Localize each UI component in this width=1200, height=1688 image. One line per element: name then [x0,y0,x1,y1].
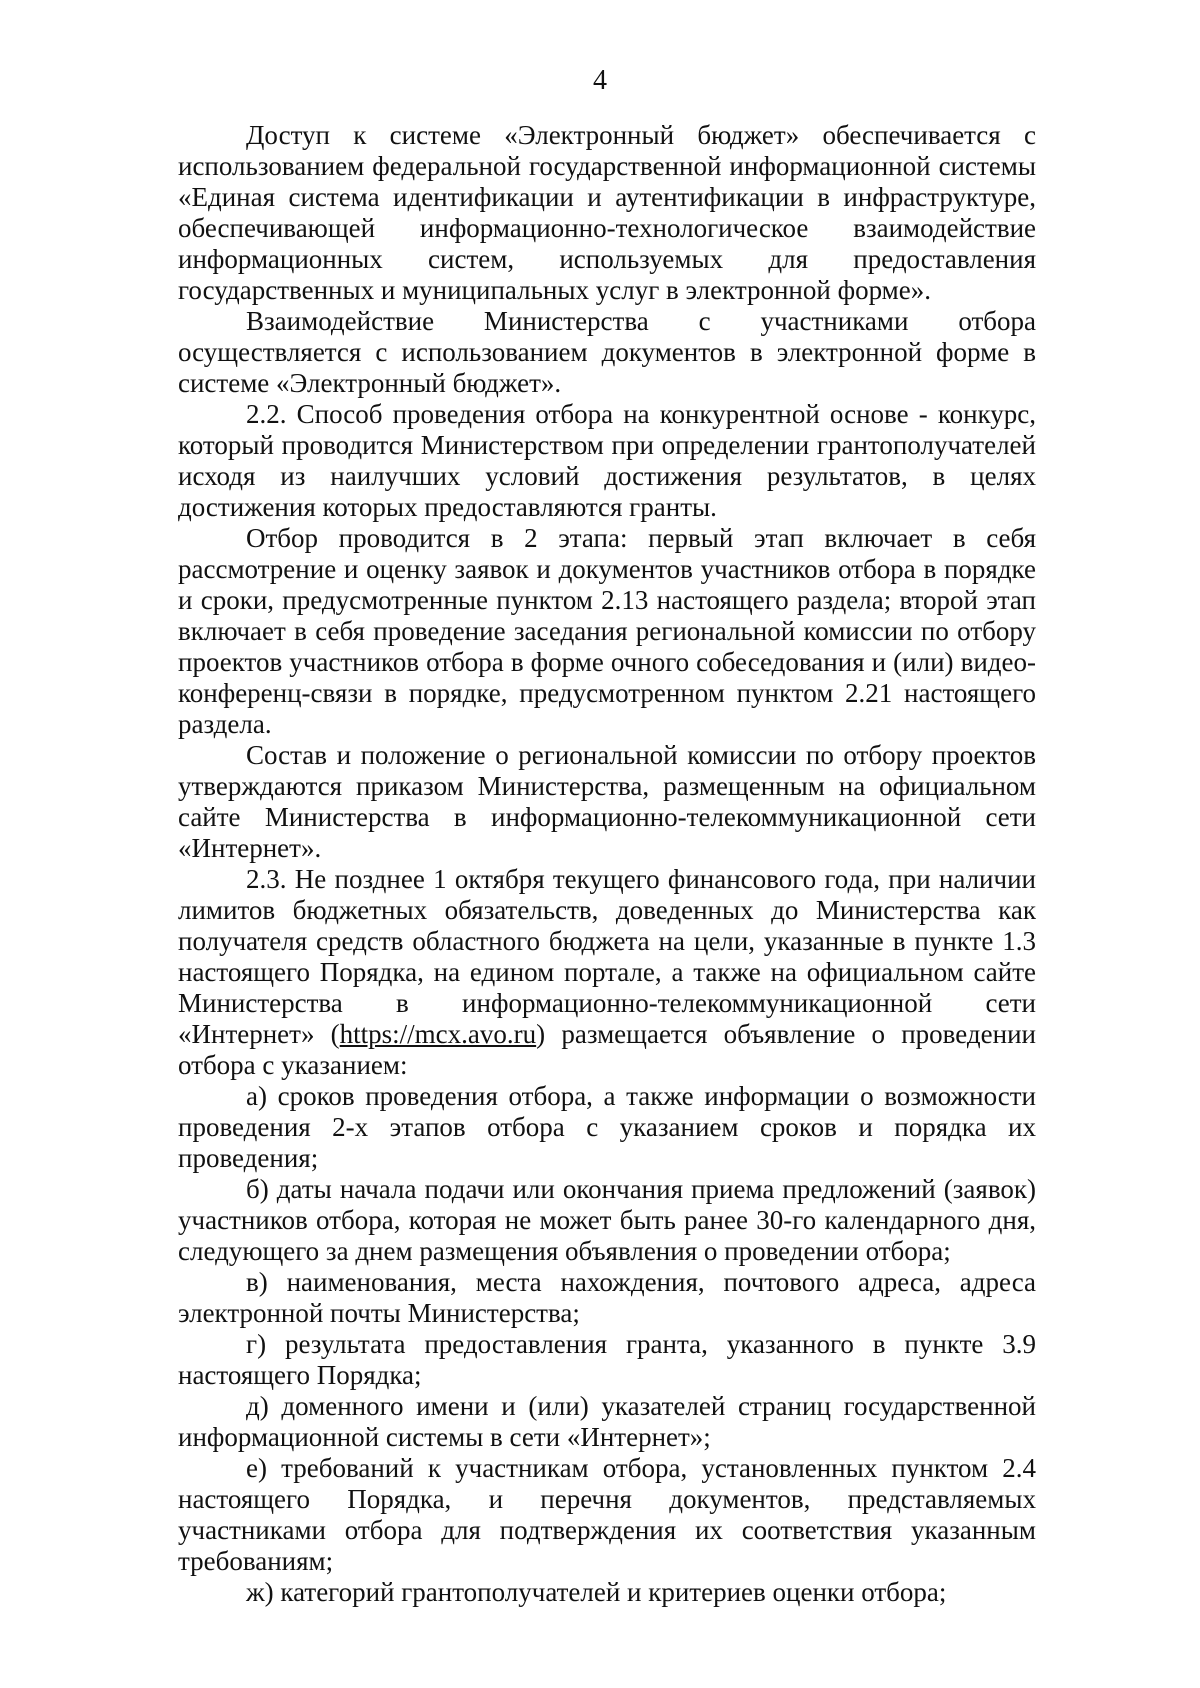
paragraph-2-2-method: 2.2. Способ проведения отбора на конкурентной основе - конкурс, который проводится Министерством при определении грантополучателей исходя из наилучших условий достижения результатов, в целях достижения которых предоставляются гранты. [178,399,1036,522]
paragraph-interaction: Взаимодействие Министерства с участниками отбора осуществляется с использованием документов в электронной форме в системе «Электронный бюджет». [178,306,1036,398]
list-item-g: г) результата предоставления гранта, указанного в пункте 3.9 настоящего Порядка; [178,1329,1036,1390]
list-item-zh: ж) категорий грантополучателей и критериев оценки отбора; [246,1577,947,1607]
list-item-b: б) даты начала подачи или окончания приема предложений (заявок) участников отбора, которая не может быть ранее 30-го календарного дня, следующего за днем размещения объявления о проведении отбора; [178,1174,1036,1266]
page-number: 4 [593,65,607,96]
paragraph-two-stages: Отбор проводится в 2 этапа: первый этап включает в себя рассмотрение и оценку заявок и документов участников отбора в порядке и сроки, предусмотренные пунктом 2.13 настоящего раздела; второй этап включает в себя проведение заседания региональной комиссии по отбору проектов участников отбора в форме очного собеседования и (или) видео-конференц-связи в порядке, предусмотренном пунктом 2.21 настоящего раздела. [178,523,1036,739]
paragraph-2-3-announcement [178,864,1036,1081]
list-item-d: д) доменного имени и (или) указателей страниц государственной информационной системы в сети «Интернет»; [178,1391,1036,1452]
paragraph-commission: Состав и положение о региональной комиссии по отбору проектов утверждаются приказом Министерства, размещенным на официальном сайте Министерства в информационно-телекоммуникационной сети «Интернет». [178,740,1036,863]
ministry-website-link[interactable]: https://mcx.avo.ru [339,1019,537,1049]
paragraph-access-system: Доступ к системе «Электронный бюджет» обеспечивается с использованием федеральной государственной информационной системы «Единая система идентификации и аутентификации в инфраструктуре, обеспечивающей информационно-технологическое взаимодействие информационных систем, используемых для предоставления государственных и муниципальных услуг в электронной форме». [178,120,1036,305]
announcement-text-after: ) размещается объявление о проведении отбора с указанием: [178,1019,1036,1080]
list-item-a: а) сроков проведения отбора, а также информации о возможности проведения 2-х этапов отбора с указанием сроков и порядка их проведения; [178,1081,1036,1173]
list-item-e: е) требований к участникам отбора, установленных пунктом 2.4 настоящего Порядка, и перечня документов, представляемых участниками отбора для подтверждения их соответствия указанным требованиям; [178,1453,1036,1576]
announcement-text-before: 2.3. Не позднее 1 октября текущего финансового года, при наличии лимитов бюджетных обязательств, доведенных до Министерства как получателя средств областного бюджета на цели, указанные в пункте 1.3 настоящего Порядка, на едином портале, а также на официальном сайте Министерства в информационно-телекоммуникационной сети «Интернет» ( [178,864,1036,1049]
list-item-v: в) наименования, места нахождения, почтового адреса, адреса электронной почты Министерства; [178,1267,1036,1328]
document-body [178,120,1036,1608]
